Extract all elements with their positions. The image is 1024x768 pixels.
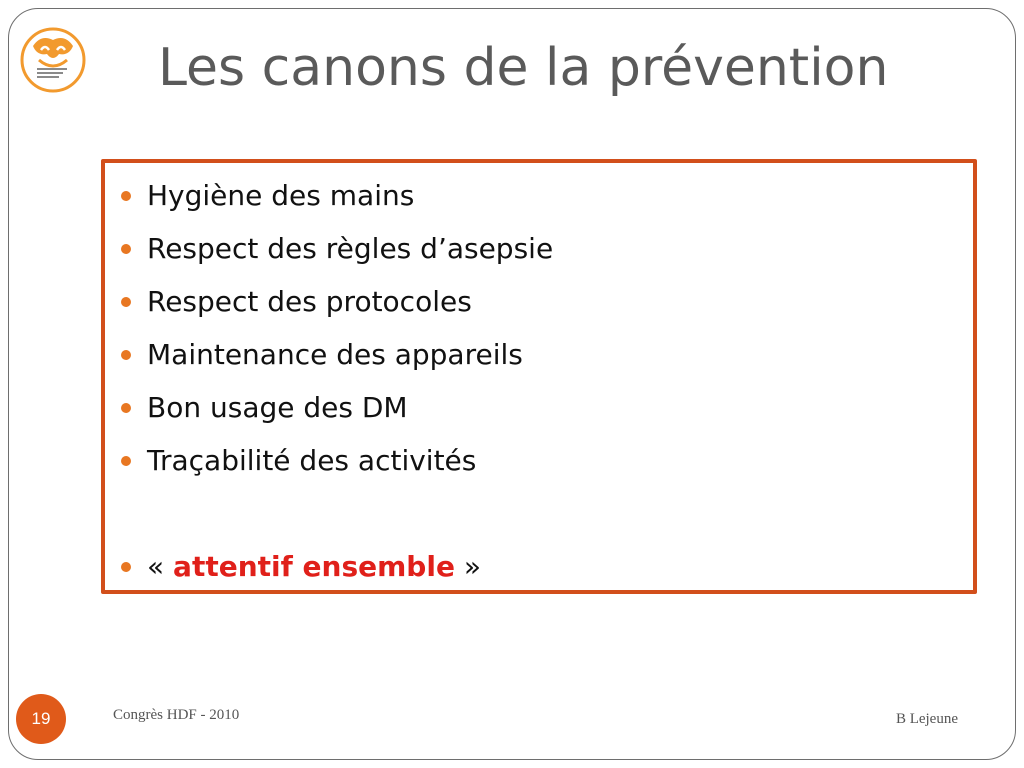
slide-title: Les canons de la prévention bbox=[158, 38, 889, 98]
bullet-text: Hygiène des mains bbox=[147, 179, 415, 212]
organization-logo-icon bbox=[19, 26, 87, 94]
bullet-text: Traçabilité des activités bbox=[147, 444, 477, 477]
bullet-item-protocoles bbox=[117, 279, 553, 332]
list-spacer bbox=[117, 491, 553, 544]
page-number: 19 bbox=[31, 709, 51, 728]
bullet-text: Respect des règles d’asepsie bbox=[147, 232, 554, 265]
motto-emphasis: attentif ensemble bbox=[173, 550, 455, 583]
bullet-text: Maintenance des appareils bbox=[147, 338, 523, 371]
bullet-list bbox=[117, 173, 553, 597]
content-box bbox=[101, 159, 977, 594]
page-number-badge bbox=[16, 694, 66, 744]
bullet-dot-icon bbox=[121, 191, 131, 201]
bullet-dot-icon bbox=[121, 297, 131, 307]
footer-event: Congrès HDF - 2010 bbox=[113, 707, 240, 723]
bullet-item-maintenance bbox=[117, 332, 553, 385]
bullet-item-hygiene bbox=[117, 173, 553, 226]
bullet-dot-icon bbox=[121, 456, 131, 466]
footer-author: B Lejeune bbox=[895, 711, 958, 727]
bullet-dot-icon bbox=[121, 244, 131, 254]
bullet-item-motto bbox=[117, 544, 553, 597]
bullet-text: Respect des protocoles bbox=[147, 285, 472, 318]
bullet-text: Bon usage des DM bbox=[147, 391, 408, 424]
bullet-dot-icon bbox=[121, 403, 131, 413]
motto-open-quote: « bbox=[147, 550, 165, 583]
bullet-dot-icon bbox=[121, 350, 131, 360]
bullet-item-dm bbox=[117, 385, 553, 438]
bullet-item-tracabilite bbox=[117, 438, 553, 491]
motto-close-quote: » bbox=[463, 550, 481, 583]
bullet-item-asepsie bbox=[117, 226, 553, 279]
bullet-dot-icon bbox=[121, 562, 131, 572]
